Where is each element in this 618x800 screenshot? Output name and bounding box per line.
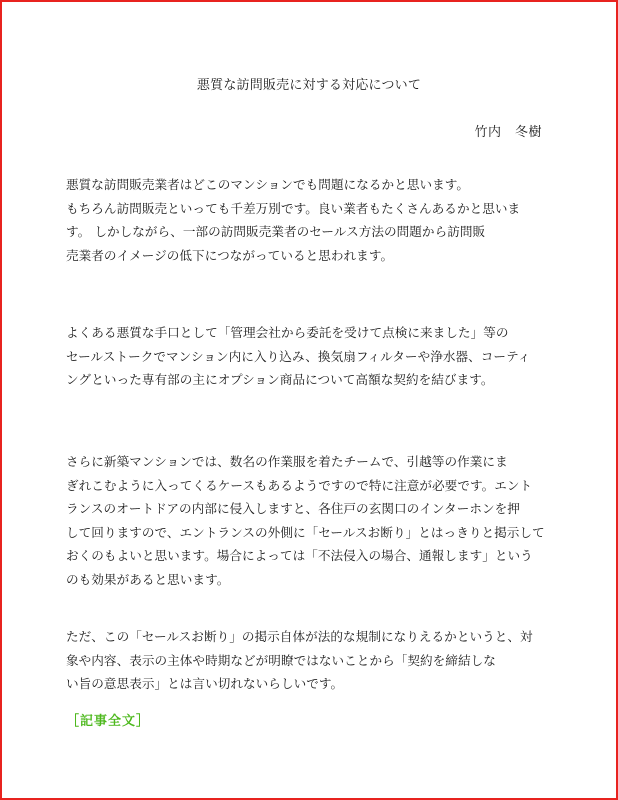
paragraph-line: ぎれこむように入ってくるケースもあるようですので特に注意が必要です。エント bbox=[66, 477, 533, 493]
paragraph-line: 象や内容、表示の主体や時期などが明瞭ではないことから「契約を締結しな bbox=[66, 652, 496, 668]
paragraph-line: セールストークでマンション内に入り込み、換気扇フィルターや浄水器、コーティ bbox=[66, 348, 531, 364]
paragraph-line: して回りますので、エントランスの外側に「セールスお断り」とはっきりと掲示して bbox=[66, 524, 545, 540]
full-article-link[interactable]: ［記事全文］ bbox=[66, 714, 151, 729]
paragraph-4 bbox=[66, 625, 559, 696]
paragraph-line: さらに新築マンションでは、数名の作業服を着たチームで、引越等の作業にま bbox=[66, 454, 508, 469]
paragraph-1 bbox=[66, 173, 559, 267]
paragraph-line: ランスのオートドアの内部に侵入しますと、各住戸の玄関口のインターホンを押 bbox=[66, 501, 520, 516]
paragraph-line: もちろん訪問販売といっても千差万別です。良い業者もたくさんあるかと思いま bbox=[66, 200, 521, 216]
document-title: 悪質な訪問販売に対する対応について bbox=[196, 78, 422, 93]
paragraph-line: 悪質な訪問販売業者はどこのマンションでも問題になるかと思います。 bbox=[66, 177, 470, 192]
paragraph-line: す。 しかしながら、一部の訪問販売業者のセールス方法の問題から訪問販 bbox=[66, 224, 486, 239]
paragraph-line: おくのもよいと思います。場合によっては「不法侵入の場合、通報します」という bbox=[66, 548, 533, 563]
paragraph-line: よくある悪質な手口として「管理会社から委託を受けて点検に来ました」等の bbox=[66, 325, 509, 340]
author-name: 竹内 冬樹 bbox=[474, 125, 542, 140]
paragraph-3 bbox=[66, 450, 559, 591]
paragraph-line: い旨の意思表示」とは言い切れないらしいです。 bbox=[66, 676, 344, 691]
paragraph-line: ただ、この「セールスお断り」の掲示自体が法的な規制になりえるかというと、対 bbox=[66, 629, 533, 644]
paragraph-line: のも効果があると思います。 bbox=[66, 571, 230, 587]
paragraph-2 bbox=[66, 321, 559, 392]
paragraph-line: 売業者のイメージの低下につながっていると思われます。 bbox=[66, 247, 394, 263]
paragraph-line: ングといった専有部の主にオプション商品について高額な契約を結びます。 bbox=[66, 372, 494, 387]
